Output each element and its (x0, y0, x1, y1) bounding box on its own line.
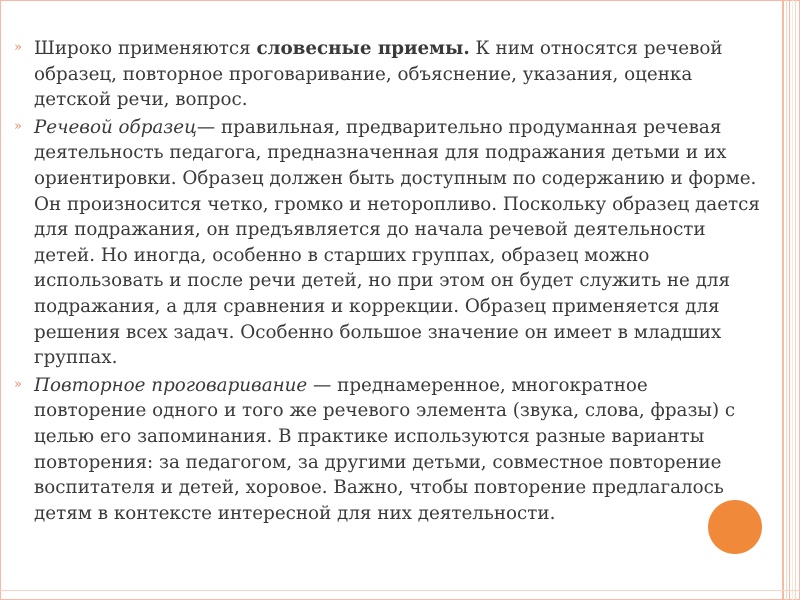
paragraph-term: Повторное проговаривание (34, 374, 308, 396)
paragraph-body-text: К ним относятся речевой образец, повторное проговаривание, объяснение, указания, оценка детской речи, вопрос. (34, 38, 723, 111)
paragraph-term: Речевой образец (34, 116, 197, 138)
decorative-orange-circle (708, 500, 762, 554)
paragraph-verbal-methods (14, 36, 762, 113)
paragraph-intro-text: Широко применяются (34, 38, 257, 59)
paragraph-body-text: — преднамеренное, многократное повторение одного и того же речевого элемента (звука, слова, фразы) с целью его запоминания. В практике используются разные варианты повторения: за педагогом, за другими детьми, совместное повторение воспитателя и детей, хоровое. Важно, чтобы повторение предлагалось детям в контексте интересной для них деятельности. (34, 374, 736, 524)
list-bullet-icon: » (14, 376, 22, 392)
list-bullet-icon: » (14, 118, 22, 134)
list-bullet-icon: » (14, 40, 22, 55)
paragraph-body-text: — правильная, предварительно продуманная речевая деятельность педагога, предназначенная для подражания детьми и их ориентировки. Образец должен быть доступным по содержанию и форме. Он произносится четко, громко и неторопливо. Поскольку образец дается для подражания, он предъявляется до начала речевой деятельности детей. Но иногда, особенно в старших группах, образец можно использовать и после речи детей, но при этом он будет служить не для подражания, а для сравнения и коррекции. Образец применяется для решения всех задач. Особенно большое значение он имеет в младших группах. (34, 116, 760, 369)
paragraph-highlight-text: словесные приемы. (256, 38, 470, 59)
slide-body (14, 36, 762, 528)
paragraph-repeated-pronunciation (14, 373, 762, 527)
paragraph-speech-sample (14, 115, 762, 371)
